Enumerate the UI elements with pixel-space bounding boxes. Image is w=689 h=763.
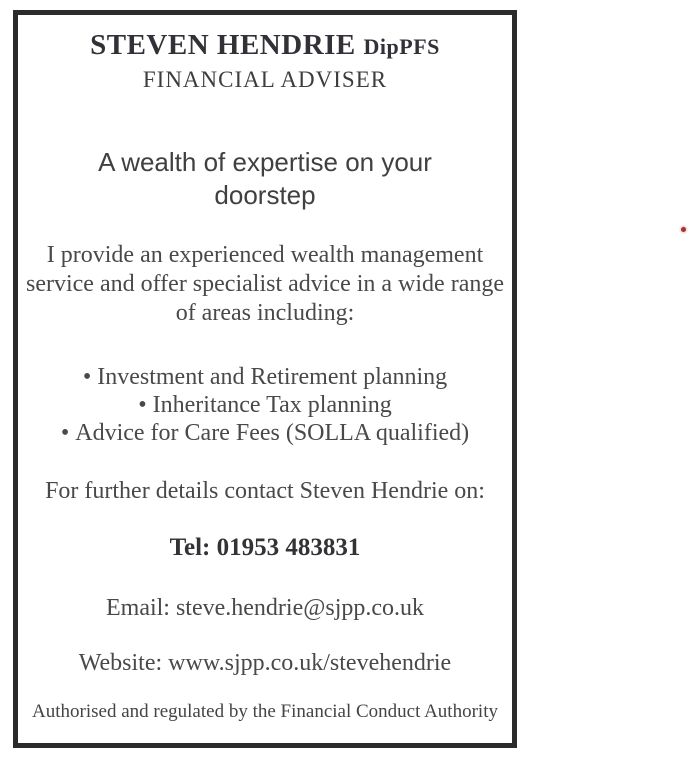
list-item: • Inheritance Tax planning	[18, 391, 512, 419]
adviser-name-heading	[28, 28, 502, 64]
contact-prompt: For further details contact Steven Hendrie on:	[45, 478, 485, 504]
tagline: A wealth of expertise on your doorstep	[98, 147, 432, 210]
regulatory-footer: Authorised and regulated by the Financial Conduct Authority	[32, 701, 498, 722]
red-dot-artifact	[681, 227, 686, 232]
advert-frame	[13, 10, 517, 748]
email-address: Email: steve.hendrie@sjpp.co.uk	[105, 595, 425, 621]
services-list	[18, 363, 512, 447]
website-address: Website: www.sjpp.co.uk/stevehendrie	[78, 650, 452, 676]
list-item: • Investment and Retirement planning	[18, 363, 512, 391]
phone-number: Tel: 01953 483831	[169, 534, 361, 561]
list-item: • Advice for Care Fees (SOLLA qualified)	[18, 419, 512, 447]
adviser-name-text: STEVEN HENDRIE	[90, 29, 356, 61]
adviser-credentials: DipPFS	[363, 34, 440, 59]
adviser-role: FINANCIAL ADVISER	[142, 67, 388, 92]
intro-paragraph: I provide an experienced wealth management service and offer specialist advice in a wide range of areas including:	[26, 242, 505, 326]
